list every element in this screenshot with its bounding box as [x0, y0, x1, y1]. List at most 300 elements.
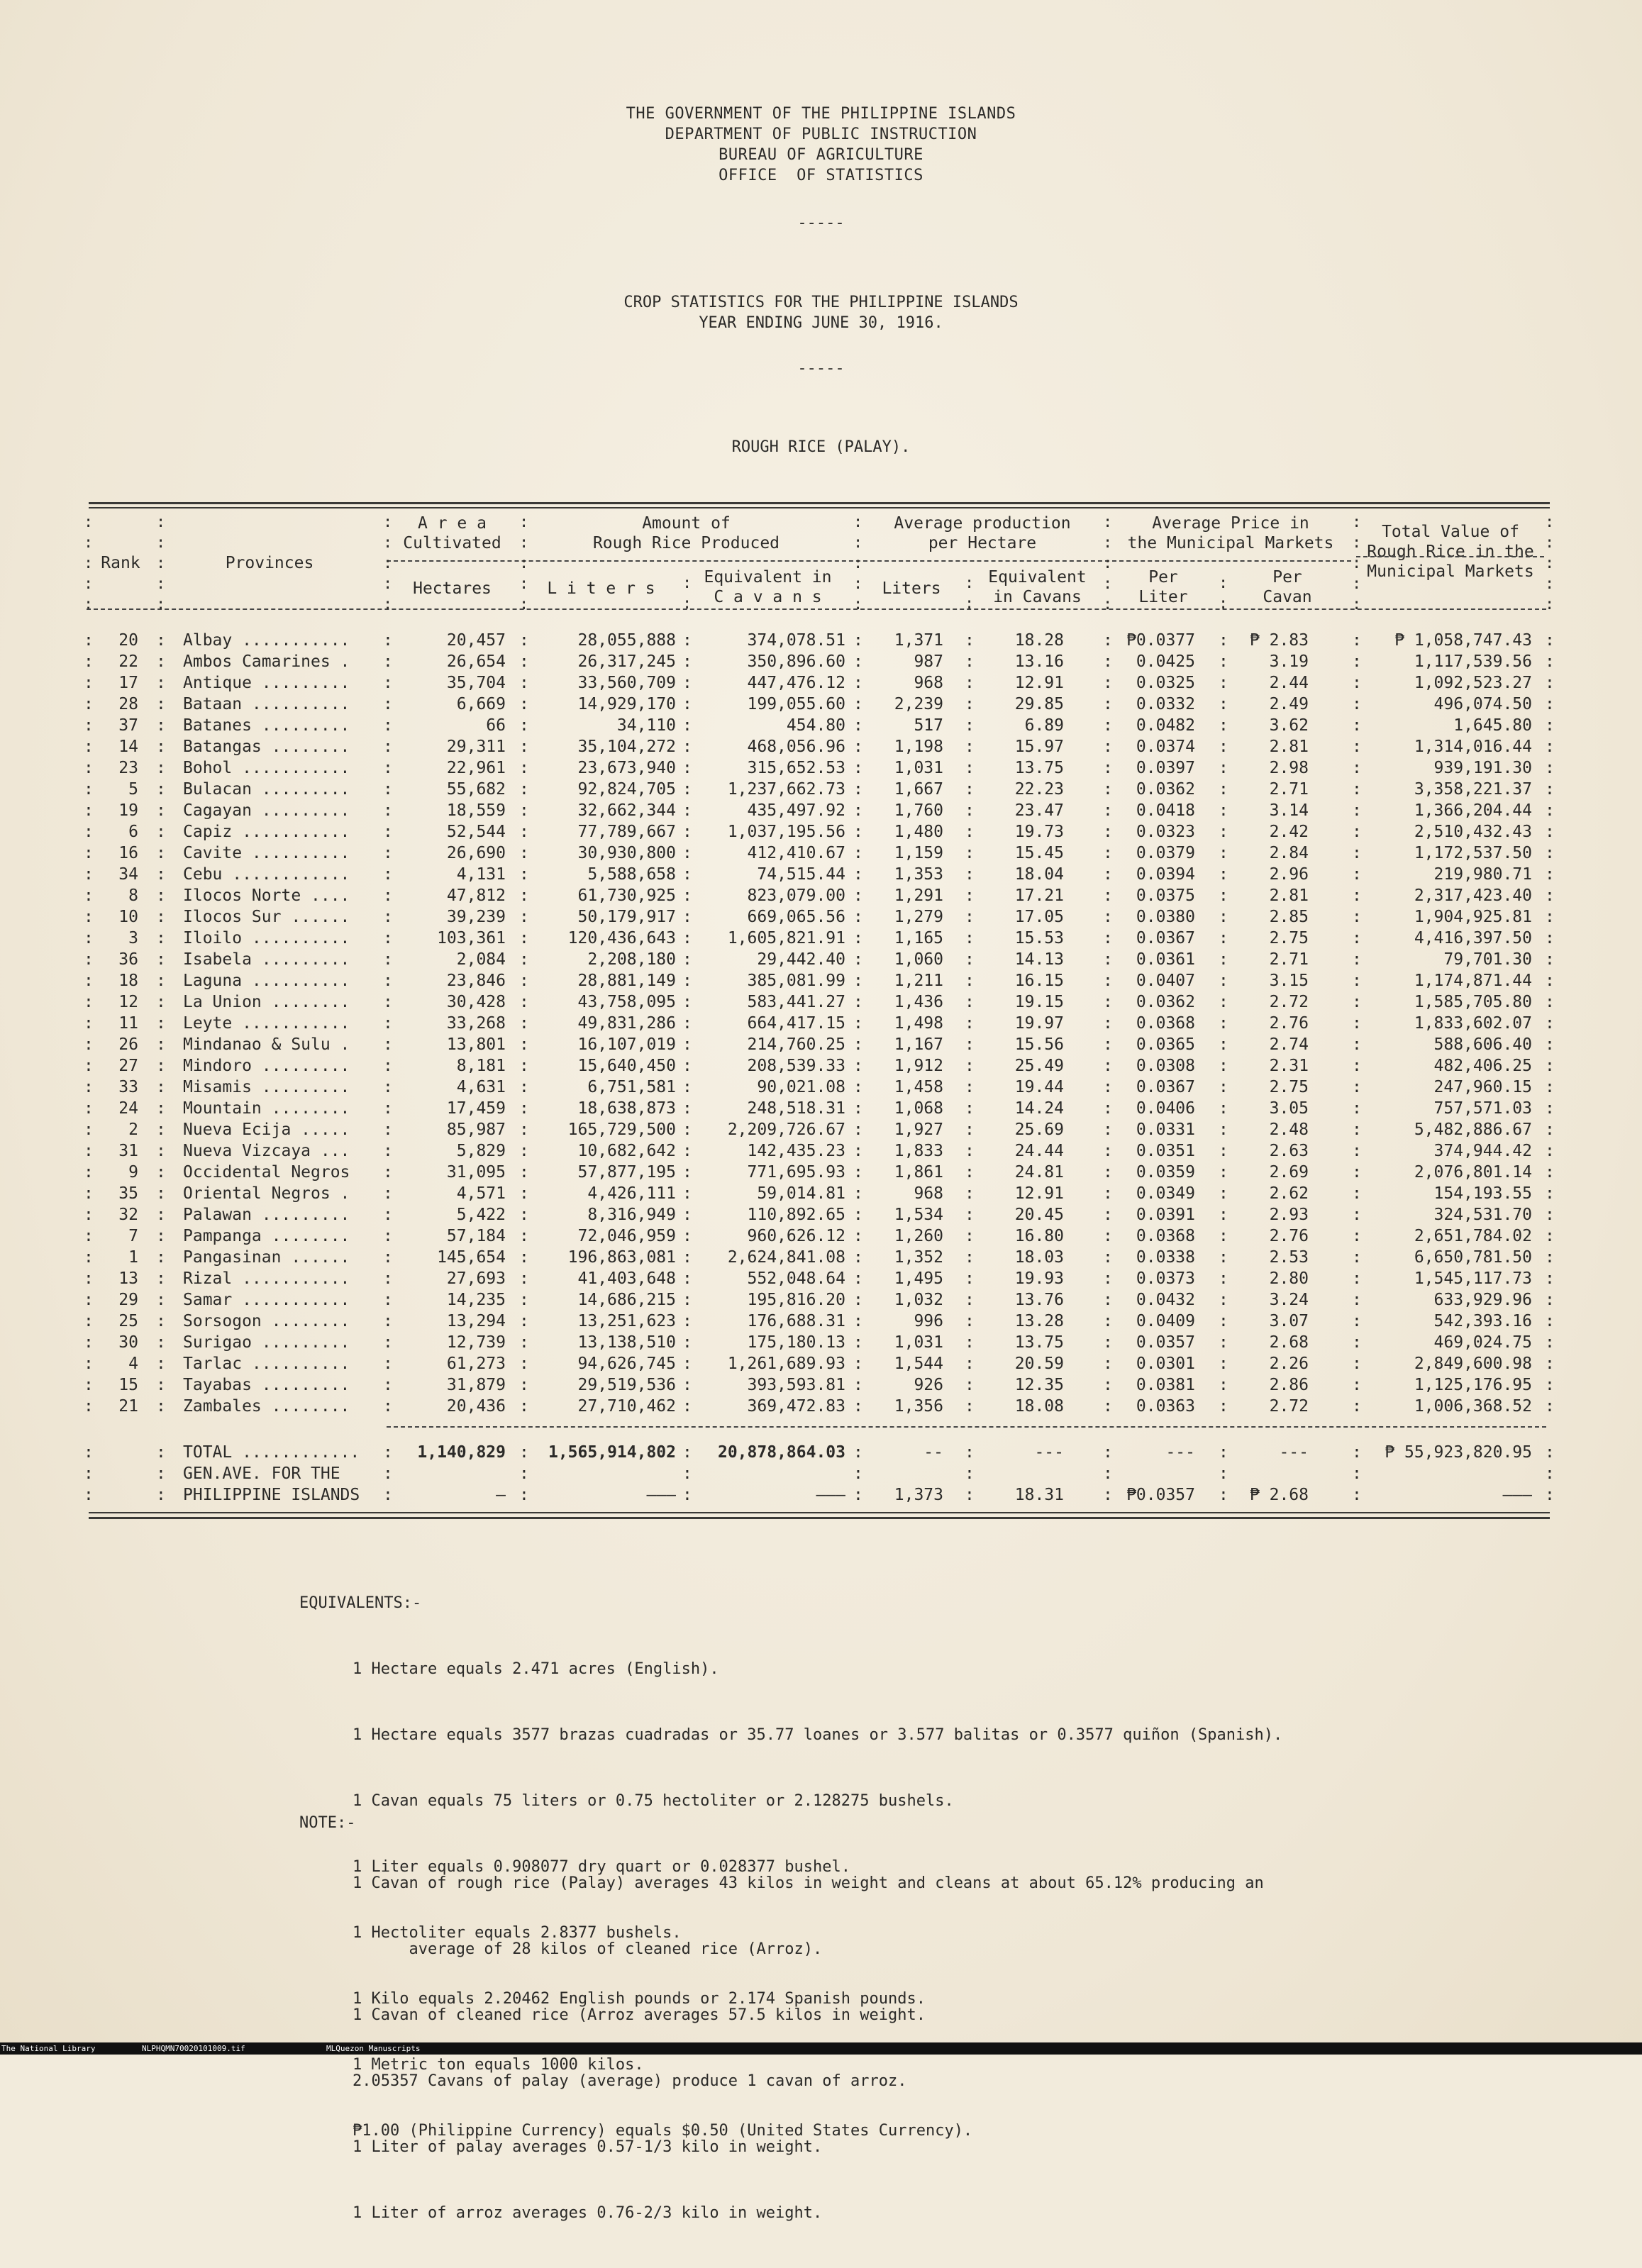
cell-cph: 14.13 [1014, 950, 1064, 969]
column-separator: : [1545, 1227, 1555, 1245]
column-separator: : [1219, 993, 1228, 1011]
cell-liters: 77,789,667 [577, 823, 676, 841]
column-separator: : [383, 674, 393, 692]
cell-province: Ilocos Sur ...... [183, 908, 350, 926]
column-separator: : [1352, 908, 1362, 926]
column-separator: : [519, 844, 529, 862]
column-separator: : [965, 1014, 975, 1033]
column-separator: : [383, 631, 393, 650]
cell-total: 1,366,204.44 [1414, 801, 1532, 820]
column-separator: : [156, 1355, 166, 1373]
column-separator: : [156, 1121, 166, 1139]
cell-per-cavan: 2.26 [1269, 1355, 1309, 1373]
cell-cavans: 90,021.08 [757, 1078, 845, 1096]
column-separator: : [519, 1206, 529, 1224]
column-separator: : [383, 1099, 393, 1118]
cell-total: 588,606.40 [1433, 1035, 1532, 1054]
column-separator: : [84, 1099, 94, 1118]
cell-lph: 1,833 [894, 1142, 943, 1160]
cell-per-liter: 0.0308 [1136, 1057, 1195, 1075]
cell-per-cavan: 2.31 [1269, 1057, 1309, 1075]
cell-liters: 49,831,286 [577, 1014, 676, 1033]
cell-hectares: 4,131 [456, 865, 506, 884]
cell-lph: 1,760 [894, 801, 943, 820]
cell-per-cavan: 2.68 [1269, 1333, 1309, 1352]
column-separator: : [519, 1355, 529, 1373]
column-separator: : [1545, 972, 1555, 990]
cell-rank: 34 [118, 865, 138, 884]
header-area-l2: Cultivated [403, 534, 501, 552]
cell-lph: 1,353 [894, 865, 943, 884]
cell-total: 154,193.55 [1433, 1184, 1532, 1203]
cell-total: 1,174,871.44 [1414, 972, 1532, 990]
column-separator: : [965, 1333, 975, 1352]
cell-cavans: 350,896.60 [747, 652, 845, 671]
cell-per-liter: 0.0351 [1136, 1142, 1195, 1160]
letterhead-line: DEPARTMENT OF PUBLIC INSTRUCTION [665, 126, 977, 143]
cell-province: Tayabas ......... [183, 1376, 350, 1394]
cell-rank: 19 [118, 801, 138, 820]
cell-liters: 30,930,800 [577, 844, 676, 862]
cell-per-cavan: 2.75 [1269, 1078, 1309, 1096]
column-separator: : [682, 1057, 692, 1075]
cell-liters: 196,863,081 [567, 1248, 676, 1267]
cell-per-cavan: 2.72 [1269, 1397, 1309, 1416]
cell-liters: 32,662,344 [577, 801, 676, 820]
column-separator: : [156, 695, 166, 713]
column-separator: : [965, 738, 975, 756]
column-separator: : [682, 1014, 692, 1033]
table-row [0, 1397, 1642, 1418]
cell-rank: 8 [128, 886, 138, 905]
cell-cavans: 393,593.81 [747, 1376, 845, 1394]
cell-hectares: 103,361 [437, 929, 506, 947]
cell-per-liter: 0.0409 [1136, 1312, 1195, 1330]
column-separator: : [84, 823, 94, 841]
cell-rank: 13 [118, 1269, 138, 1288]
column-separator: : [965, 908, 975, 926]
average-cavans: ——— [816, 1486, 845, 1504]
cell-total: 482,406.25 [1433, 1057, 1532, 1075]
column-separator: : [1103, 1163, 1113, 1182]
table-row [0, 1291, 1642, 1312]
cell-cavans: 214,760.25 [747, 1035, 845, 1054]
column-separator: : [682, 865, 692, 884]
column-separator: : [519, 780, 529, 799]
column-separator: : [965, 1121, 975, 1139]
header-equiv-l2: C a v a n s [714, 588, 822, 606]
column-separator: : [1352, 1269, 1362, 1288]
cell-lph: 1,031 [894, 1333, 943, 1352]
cell-per-liter: 0.0368 [1136, 1227, 1195, 1245]
cell-lph: 1,861 [894, 1163, 943, 1182]
cell-cph: 15.53 [1014, 929, 1064, 947]
cell-province: Nueva Ecija ..... [183, 1121, 350, 1139]
cell-per-liter: 0.0375 [1136, 886, 1195, 905]
column-separator: : [519, 1397, 529, 1416]
cell-liters: 4,426,111 [587, 1184, 676, 1203]
cell-lph: 1,498 [894, 1014, 943, 1033]
column-separator: : [519, 1312, 529, 1330]
cell-per-cavan: 3.19 [1269, 652, 1309, 671]
cell-per-cavan: 2.71 [1269, 950, 1309, 969]
header-liters: L i t e r s [547, 579, 655, 598]
cell-hectares: 20,436 [446, 1397, 506, 1416]
header-bottom-rule [87, 608, 1546, 610]
cell-total: 3,358,221.37 [1414, 780, 1532, 799]
cell-cavans: 1,237,662.73 [727, 780, 845, 799]
column-separator: : [965, 1312, 975, 1330]
column-separator: : [1103, 1184, 1113, 1203]
scan-footer [0, 2042, 1642, 2055]
cell-per-liter: 0.0381 [1136, 1376, 1195, 1394]
column-separator: : [156, 1312, 166, 1330]
cell-total: 1,314,016.44 [1414, 738, 1532, 756]
cell-cavans: 447,476.12 [747, 674, 845, 692]
column-separator: : [853, 1248, 863, 1267]
cell-total: 4,416,397.50 [1414, 929, 1532, 947]
cell-liters: 14,929,170 [577, 695, 676, 713]
column-separator: : [84, 1312, 94, 1330]
column-separator: : [965, 1163, 975, 1182]
cell-cavans: 1,605,821.91 [727, 929, 845, 947]
footer-collection: MLQuezon Manuscripts [326, 2044, 421, 2053]
cell-per-liter: 0.0397 [1136, 759, 1195, 777]
cell-per-cavan: 2.42 [1269, 823, 1309, 841]
column-separator: : [1103, 1099, 1113, 1118]
column-separator: : [965, 1291, 975, 1309]
cell-rank: 3 [128, 929, 138, 947]
column-separator: : [1545, 716, 1555, 735]
column-separator: : [682, 1355, 692, 1373]
cell-per-cavan: 3.24 [1269, 1291, 1309, 1309]
cell-lph: 517 [914, 716, 943, 735]
cell-cph: 18.03 [1014, 1248, 1064, 1267]
cell-cavans: 2,624,841.08 [727, 1248, 845, 1267]
column-separator: : [853, 631, 863, 650]
cell-cavans: 248,518.31 [747, 1099, 845, 1118]
column-separator: : [1545, 993, 1555, 1011]
column-separator: : [1545, 652, 1555, 671]
column-separator: : [853, 1014, 863, 1033]
column-separator: : [965, 1248, 975, 1267]
cell-rank: 32 [118, 1206, 138, 1224]
cell-per-cavan: 2.96 [1269, 865, 1309, 884]
column-separator: : [965, 972, 975, 990]
column-separator: : [156, 631, 166, 650]
column-separator: : [383, 780, 393, 799]
column-separator: : [1103, 1078, 1113, 1096]
cell-per-cavan: 2.63 [1269, 1142, 1309, 1160]
header-total-l2: Rough Rice in the [1367, 543, 1534, 561]
table-row [0, 1376, 1642, 1397]
column-separator: : [1219, 1142, 1228, 1160]
cell-lph: 1,165 [894, 929, 943, 947]
cell-province: Antique ......... [183, 674, 350, 692]
column-separator: : [1352, 652, 1362, 671]
cell-province: Sorsogon ........ [183, 1312, 350, 1330]
column-separator: : [383, 801, 393, 820]
column-separator: : [1352, 801, 1362, 820]
cell-liters: 23,673,940 [577, 759, 676, 777]
cell-cph: 15.56 [1014, 1035, 1064, 1054]
column-separator: : [1219, 674, 1228, 692]
cell-cph: 6.89 [1024, 716, 1064, 735]
cell-lph: 1,480 [894, 823, 943, 841]
cell-liters: 94,626,745 [577, 1355, 676, 1373]
table-row [0, 950, 1642, 972]
column-separator: : [1219, 1269, 1228, 1288]
header-rank: Rank [101, 554, 140, 572]
cell-per-cavan: 2.74 [1269, 1035, 1309, 1054]
cell-liters: 61,730,925 [577, 886, 676, 905]
cell-province: Misamis ......... [183, 1078, 350, 1096]
column-separator: : [965, 1269, 975, 1288]
table-row [0, 1227, 1642, 1248]
column-separator: : [156, 865, 166, 884]
column-separator: : [965, 1099, 975, 1118]
column-separator: : [84, 1206, 94, 1224]
column-separator: : [682, 993, 692, 1011]
column-separator: : [84, 886, 94, 905]
column-separator: : [1219, 759, 1228, 777]
column-separator: : [519, 1099, 529, 1118]
cell-lph: 1,667 [894, 780, 943, 799]
column-separator: : [383, 1312, 393, 1330]
cell-total: 1,904,925.81 [1414, 908, 1532, 926]
column-separator: : [1219, 1291, 1228, 1309]
cell-total: 247,960.15 [1433, 1078, 1532, 1096]
cell-total: 79,701.30 [1443, 950, 1532, 969]
cell-cavans: 29,442.40 [757, 950, 845, 969]
cell-hectares: 2,084 [456, 950, 506, 969]
column-separator: : [1545, 1312, 1555, 1330]
cell-lph: 1,211 [894, 972, 943, 990]
cell-lph: 1,912 [894, 1057, 943, 1075]
column-separator: : [383, 1248, 393, 1267]
cell-rank: 14 [118, 738, 138, 756]
cell-province: Mountain ........ [183, 1099, 350, 1118]
column-separator: : [383, 652, 393, 671]
column-separator: : [383, 1163, 393, 1182]
column-separator: : [519, 823, 529, 841]
column-separator: : [519, 908, 529, 926]
header-subrule [1356, 556, 1544, 557]
cell-liters: 15,640,450 [577, 1057, 676, 1075]
column-separator: : [853, 738, 863, 756]
cell-total: 1,006,368.52 [1414, 1397, 1532, 1416]
cell-hectares: 4,571 [456, 1184, 506, 1203]
column-separator: : [156, 1269, 166, 1288]
cell-per-liter: 0.0367 [1136, 929, 1195, 947]
cell-total: 1,117,539.56 [1414, 652, 1532, 671]
column-separator: : [84, 1355, 94, 1373]
cell-rank: 12 [118, 993, 138, 1011]
cell-cavans: 960,626.12 [747, 1227, 845, 1245]
cell-cavans: 176,688.31 [747, 1312, 845, 1330]
cell-per-cavan: 3.07 [1269, 1312, 1309, 1330]
column-separator: : [84, 908, 94, 926]
cell-lph: 987 [914, 652, 943, 671]
cell-hectares: 26,654 [446, 652, 506, 671]
column-separator: : [519, 1248, 529, 1267]
cell-cph: 19.15 [1014, 993, 1064, 1011]
column-separator: : [519, 1142, 529, 1160]
column-separator: : [519, 801, 529, 820]
header-per-cavan-l2: Cavan [1263, 588, 1312, 606]
column-separator: : [1219, 780, 1228, 799]
cell-cph: 19.93 [1014, 1269, 1064, 1288]
header-price-l2: the Municipal Markets [1127, 534, 1334, 552]
total-value: ₱ 55,923,820.95 [1385, 1443, 1532, 1462]
column-separator: : [853, 1397, 863, 1416]
cell-cph: 17.05 [1014, 908, 1064, 926]
table-row [0, 1057, 1642, 1078]
column-separator: : [853, 823, 863, 841]
column-separator: : [1545, 865, 1555, 884]
column-separator: : [84, 738, 94, 756]
cell-cavans: 142,435.23 [747, 1142, 845, 1160]
cell-rank: 29 [118, 1291, 138, 1309]
column-separator: : [1103, 1057, 1113, 1075]
column-separator: : [965, 823, 975, 841]
column-separator: : [853, 993, 863, 1011]
table-row [0, 1014, 1642, 1035]
column-separator: : [1352, 823, 1362, 841]
cell-per-cavan: 2.71 [1269, 780, 1309, 799]
cell-cavans: 74,515.44 [757, 865, 845, 884]
header-colons: : : [965, 574, 975, 613]
cell-cph: 12.35 [1014, 1376, 1064, 1394]
cell-per-cavan: 2.81 [1269, 886, 1309, 905]
cell-hectares: 85,987 [446, 1121, 506, 1139]
cell-rank: 33 [118, 1078, 138, 1096]
cell-hectares: 18,559 [446, 801, 506, 820]
cell-rank: 17 [118, 674, 138, 692]
column-separator: : [383, 865, 393, 884]
column-separator: : [1352, 1291, 1362, 1309]
cell-lph: 1,291 [894, 886, 943, 905]
cell-province: Ambos Camarines . [183, 652, 350, 671]
column-separator: : [84, 674, 94, 692]
cell-liters: 14,686,215 [577, 1291, 676, 1309]
cell-total: 2,849,600.98 [1414, 1355, 1532, 1373]
column-separator: : [965, 780, 975, 799]
column-separator: : [156, 908, 166, 926]
cell-lph: 1,068 [894, 1099, 943, 1118]
average-row-label: : : GEN.AVE. FOR THE : : : : : : : : : [84, 1464, 1555, 1483]
header-total-l3: Municipal Markets [1367, 562, 1534, 581]
cell-province: Batanes ......... [183, 716, 350, 735]
title-separator: ----- [797, 360, 845, 377]
cell-cph: 25.49 [1014, 1057, 1064, 1075]
column-separator: : [1352, 631, 1362, 650]
header-colons: : : : : : [519, 513, 529, 613]
cell-hectares: 47,812 [446, 886, 506, 905]
column-separator: : [1545, 1333, 1555, 1352]
column-separator: : [156, 929, 166, 947]
column-separator: : [1352, 1333, 1362, 1352]
column-separator: : [1103, 695, 1113, 713]
table-row [0, 1163, 1642, 1184]
cell-per-liter: 0.0362 [1136, 993, 1195, 1011]
column-separator: : [84, 950, 94, 969]
column-separator: : [519, 1035, 529, 1054]
column-separator: : [1219, 1312, 1228, 1330]
column-separator: : [156, 1291, 166, 1309]
table-row [0, 1312, 1642, 1333]
cell-total: 542,393.16 [1433, 1312, 1532, 1330]
column-separator: : [1545, 801, 1555, 820]
column-separator: : [1103, 780, 1113, 799]
column-separator: : [1103, 908, 1113, 926]
column-separator: : [84, 972, 94, 990]
column-separator: : [682, 844, 692, 862]
column-separator: : [383, 1333, 393, 1352]
cell-per-cavan: 2.86 [1269, 1376, 1309, 1394]
column-separator: : [519, 759, 529, 777]
cell-province: Pampanga ........ [183, 1227, 350, 1245]
column-separator: : [853, 950, 863, 969]
table-row [0, 886, 1642, 908]
cell-per-liter: 0.0362 [1136, 780, 1195, 799]
column-separator: : [1219, 1184, 1228, 1203]
column-separator: : [1545, 1397, 1555, 1416]
cell-province: Albay ........... [183, 631, 350, 650]
header-colons: : : : : : [1545, 513, 1555, 613]
cell-per-liter: 0.0331 [1136, 1121, 1195, 1139]
column-separator: : [156, 759, 166, 777]
table-row [0, 1333, 1642, 1355]
column-separator: : [84, 1248, 94, 1267]
cell-province: Iloilo .......... [183, 929, 350, 947]
column-separator: : [1352, 695, 1362, 713]
column-separator: : [682, 1312, 692, 1330]
cell-lph: 1,534 [894, 1206, 943, 1224]
cell-cph: 24.44 [1014, 1142, 1064, 1160]
cell-per-cavan: 3.62 [1269, 716, 1309, 735]
cell-province: Surigao ......... [183, 1333, 350, 1352]
cell-cavans: 454.80 [786, 716, 845, 735]
column-separator: : [682, 1184, 692, 1203]
column-separator: : [519, 716, 529, 735]
cell-province: Tarlac .......... [183, 1355, 350, 1373]
cell-total: 939,191.30 [1433, 759, 1532, 777]
cell-rank: 35 [118, 1184, 138, 1203]
header-subrule [387, 560, 1351, 562]
title-line-2: YEAR ENDING JUNE 30, 1916. [699, 314, 943, 332]
cell-per-liter: 0.0365 [1136, 1035, 1195, 1054]
column-separator: : [853, 886, 863, 905]
cell-cavans: 771,695.93 [747, 1163, 845, 1182]
cell-rank: 9 [128, 1163, 138, 1182]
column-separator: : [1352, 1312, 1362, 1330]
note-line: average of 28 kilos of cleaned rice (Arroz). [353, 1940, 823, 1958]
column-separator: : [682, 886, 692, 905]
column-separator: : [682, 759, 692, 777]
column-separator: : [383, 1057, 393, 1075]
cell-per-cavan: 2.53 [1269, 1248, 1309, 1267]
cell-per-liter: 0.0367 [1136, 1078, 1195, 1096]
column-separator: : [519, 1163, 529, 1182]
header-colons: : : : : : [1103, 513, 1113, 613]
header-ap-liters: Liters [882, 579, 941, 598]
column-separator: : [682, 695, 692, 713]
header-ap-equiv-l1: Equivalent [988, 568, 1087, 587]
column-separator: : [156, 1163, 166, 1182]
cell-lph: 1,032 [894, 1291, 943, 1309]
cell-per-liter: ₱0.0377 [1126, 631, 1195, 650]
